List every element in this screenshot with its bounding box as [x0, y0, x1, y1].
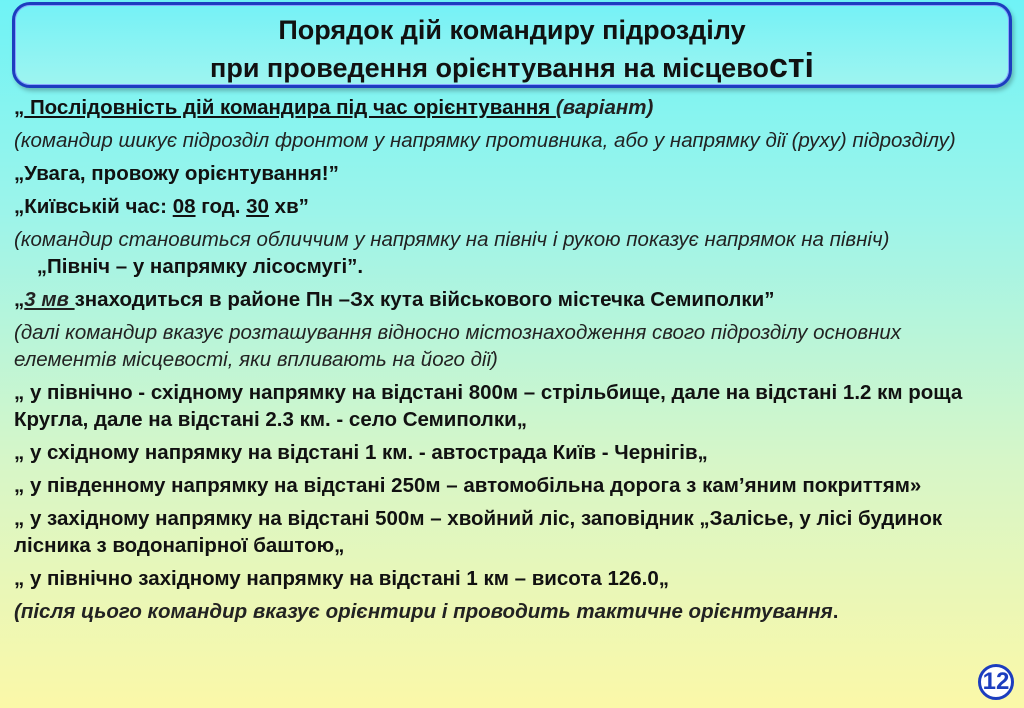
heading-quote: „ [14, 96, 25, 119]
time-mid: год. [195, 195, 247, 218]
line-west: „ у західному напрямку на відстані 500м – хвойний ліс, заповідник „Залісье, у лісі будинок лісника з водонапірної баштою„ [14, 507, 943, 557]
unit-name: 3 мв [24, 288, 75, 311]
time-minutes: 30 [246, 195, 269, 218]
title-line2-main: при проведення орієнтування на місцево [210, 53, 769, 83]
unit-location-text: знаходиться в районе Пн –Зх кута військового містечка Семиполки” [74, 288, 775, 311]
time-suffix: хв” [268, 195, 309, 218]
north-instruction: (командир становиться обличчим у напрямку на північ і рукою показує напрямок на північ) [14, 228, 890, 251]
slide-title-box [12, 2, 1012, 88]
final-text: (після цього командир вказує орієнтири і проводить тактичне орієнтування [14, 600, 833, 623]
time-hour: 08 [172, 195, 196, 218]
line-final [14, 598, 1004, 625]
heading-variant: (варіант) [555, 96, 654, 119]
line-explanation: (далі командир вказує розташування відносно містознаходження свого підрозділу основних елементів місцевості, яки впливають на його дії) [14, 321, 902, 371]
title-line2-big: сті [768, 47, 814, 85]
slide-title-line2 [15, 47, 1009, 87]
slide-title-line1: Порядок дій командиру підрозділу [278, 15, 746, 45]
line-east: „ у східному напрямку на відстані 1 км. - автострада Київ - Чернігів„ [14, 441, 708, 464]
line-formation: (командир шикує підрозділ фронтом у напрямку противника, або у напрямку дії (руху) підрозділу) [14, 129, 956, 152]
north-command: „Північ – у напрямку лісосмугі”. [14, 255, 364, 278]
line-north [14, 226, 1004, 280]
line-northwest: „ у північно західному напрямку на відстані 1 км – висота 126.0„ [14, 567, 670, 590]
page-number-badge: 12 [978, 664, 1014, 700]
line-south: „ у південному напрямку на відстані 250м – автомобільна дорога з кам’яним покриттям» [14, 474, 922, 497]
slide-content [14, 94, 1004, 625]
line-kyiv-time [14, 193, 1004, 220]
time-prefix: „Київській час: [14, 195, 173, 218]
line-northeast: „ у північно - східному напрямку на відстані 800м – стрільбище, дале на відстані 1.2 км роща Кругла, дале на відстані 2.3 км. - село Семиполки„ [14, 381, 963, 431]
line-attention: „Увага, провожу орієнтування!” [14, 162, 339, 185]
heading-text: Послідовність дій командира під час орієнтування [24, 96, 556, 119]
final-period: . [832, 600, 839, 623]
line-unit-location [14, 286, 1004, 313]
sequence-heading [14, 94, 1004, 121]
unit-quote: „ [14, 288, 25, 311]
